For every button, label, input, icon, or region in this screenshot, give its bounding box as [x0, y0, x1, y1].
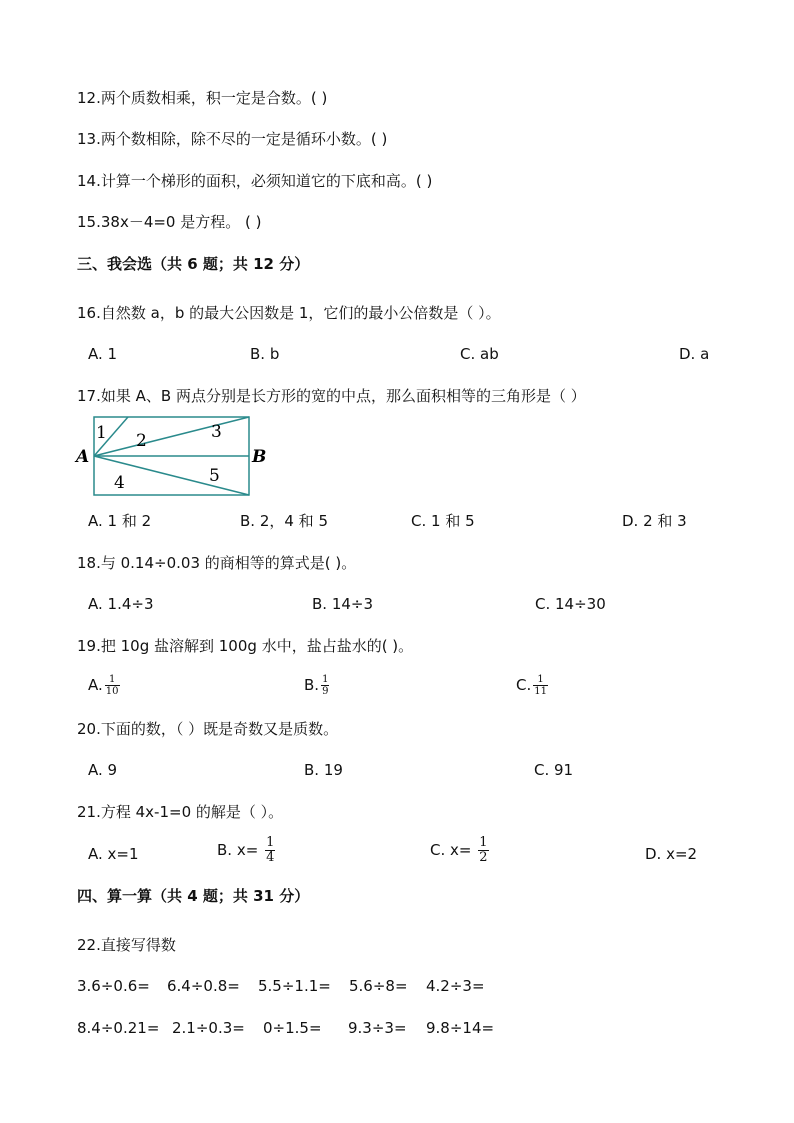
- figure-label-a: A: [76, 447, 90, 467]
- rectangle-triangles-figure: [74, 412, 274, 502]
- section-4-title: 四、算一算（共 4 题；共 31 分）: [77, 887, 310, 905]
- question-13: 13.两个数相除，除不尽的一定是循环小数。( ): [77, 130, 388, 148]
- denominator: 4: [266, 850, 275, 865]
- numerator: 1: [533, 674, 548, 686]
- q21-option-d: D. x=2: [645, 845, 698, 863]
- q17-option-a: A. 1 和 2: [88, 512, 152, 530]
- q21-option-a: A. x=1: [88, 845, 139, 863]
- calc-item: 9.3÷3=: [348, 1019, 407, 1037]
- fraction: [533, 674, 548, 697]
- q17-option-b: B. 2，4 和 5: [240, 512, 328, 530]
- q18-option-b: B. 14÷3: [312, 595, 374, 613]
- question-19: 19.把 10g 盐溶解到 100g 水中，盐占盐水的( )。: [77, 637, 414, 655]
- calc-item: 8.4÷0.21=: [77, 1019, 160, 1037]
- q19-option-a-prefix: A.: [88, 676, 103, 694]
- calc-item: 9.8÷14=: [426, 1019, 495, 1037]
- question-22: 22.直接写得数: [77, 936, 176, 954]
- q21-option-c: [430, 836, 489, 865]
- question-21: 21.方程 4x-1=0 的解是（ ）。: [77, 803, 284, 821]
- denominator: 2: [479, 850, 488, 865]
- numerator: 1: [266, 835, 275, 850]
- calc-item: 6.4÷0.8=: [167, 977, 240, 995]
- numerator: 1: [322, 674, 329, 685]
- figure-region-1: 1: [96, 423, 107, 443]
- denominator: 9: [322, 686, 329, 697]
- q17-option-c: C. 1 和 5: [411, 512, 475, 530]
- q21-option-c-prefix: C. x=: [430, 841, 472, 859]
- fraction: [321, 674, 329, 697]
- calc-item: 5.6÷8=: [349, 977, 408, 995]
- calc-item: 3.6÷0.6=: [77, 977, 150, 995]
- q19-option-a: [88, 674, 120, 697]
- calc-item: 0÷1.5=: [263, 1019, 322, 1037]
- question-14: 14.计算一个梯形的面积，必须知道它的下底和高。( ): [77, 172, 433, 190]
- numerator: 1: [479, 835, 488, 850]
- q21-option-b-prefix: B. x=: [217, 841, 259, 859]
- q20-option-a: A. 9: [88, 761, 118, 779]
- denominator: 11: [534, 686, 547, 697]
- q16-option-b: B. b: [250, 345, 280, 363]
- q18-option-a: A. 1.4÷3: [88, 595, 154, 613]
- calc-item: 2.1÷0.3=: [172, 1019, 245, 1037]
- q19-option-b-prefix: B.: [304, 676, 320, 694]
- q18-option-c: C. 14÷30: [535, 595, 606, 613]
- q19-option-c-prefix: C.: [516, 676, 532, 694]
- q20-option-c: C. 91: [534, 761, 574, 779]
- q16-option-a: A. 1: [88, 345, 118, 363]
- q19-option-b: [304, 674, 329, 697]
- figure-region-4: 4: [114, 473, 125, 493]
- q20-option-b: B. 19: [304, 761, 343, 779]
- question-17: 17.如果 A、B 两点分别是长方形的宽的中点，那么面积相等的三角形是（ ）: [77, 387, 586, 405]
- q16-option-c: C. ab: [460, 345, 499, 363]
- question-20: 20.下面的数，（ ）既是奇数又是质数。: [77, 720, 339, 738]
- fraction: [478, 836, 488, 865]
- fraction: [265, 836, 275, 865]
- question-16: 16.自然数 a，b 的最大公因数是 1，它们的最小公倍数是（ ）。: [77, 304, 501, 322]
- fraction: [105, 674, 120, 697]
- q17-option-d: D. 2 和 3: [622, 512, 687, 530]
- figure-region-3: 3: [211, 422, 222, 442]
- calc-item: 4.2÷3=: [426, 977, 485, 995]
- calc-item: 5.5÷1.1=: [258, 977, 331, 995]
- q21-option-b: [217, 836, 275, 865]
- question-12: 12.两个质数相乘，积一定是合数。( ): [77, 89, 328, 107]
- figure-region-2: 2: [136, 431, 147, 451]
- q16-option-d: D. a: [679, 345, 710, 363]
- figure-region-5: 5: [209, 466, 220, 486]
- section-3-title: 三、我会选（共 6 题；共 12 分）: [77, 255, 310, 273]
- denominator: 10: [105, 686, 119, 697]
- numerator: 1: [105, 674, 120, 686]
- q19-option-c: [516, 674, 548, 697]
- figure-label-b: B: [252, 447, 267, 467]
- question-18: 18.与 0.14÷0.03 的商相等的算式是( )。: [77, 554, 357, 572]
- question-15: 15.38x－4=0 是方程。 ( ): [77, 213, 262, 231]
